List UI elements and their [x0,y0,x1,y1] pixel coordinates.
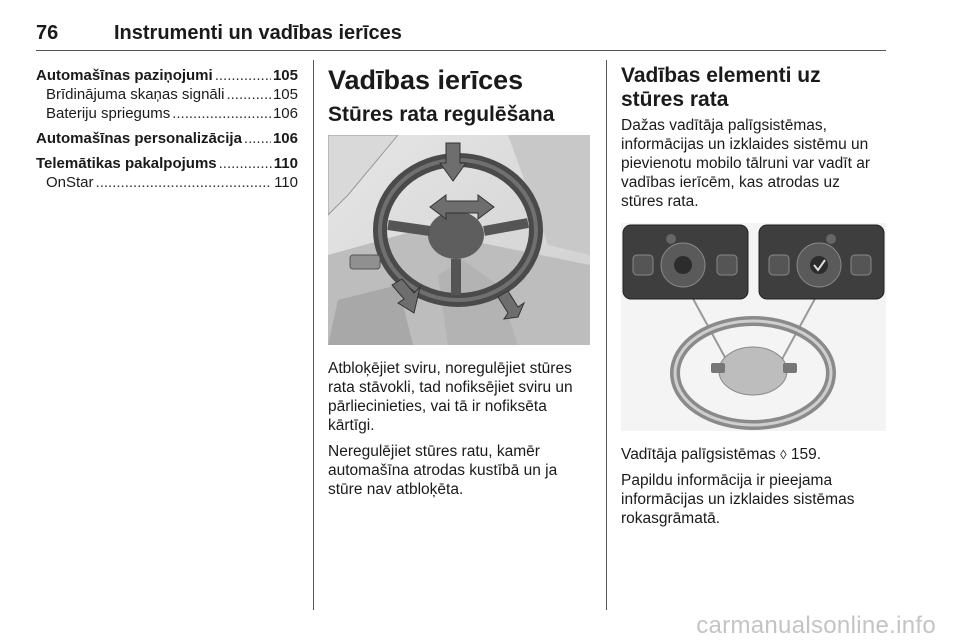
chapter-title: Instrumenti un vadības ierīces [114,22,402,44]
page-header [36,22,886,51]
column-divider-right [606,60,607,610]
column-divider-left [313,60,314,610]
toc-leader [215,66,271,85]
toc-item-label: Telemātikas pakalpojums [36,155,217,172]
reference-page[interactable]: 159. [790,446,822,463]
toc-item[interactable] [36,173,298,192]
toc-item-label: OnStar [46,174,94,191]
toc-item[interactable] [36,66,298,85]
toc-item[interactable] [36,104,298,123]
cross-reference-icon: ◊ [780,447,787,462]
toc-item-page: 106 [272,130,298,147]
paragraph-reference [621,445,886,464]
watermark: carmanualsonline.info [696,612,936,639]
steering-controls-illustration [621,223,886,431]
toc-item-page: 105 [272,67,298,84]
paragraph-adjust-warning: Neregulējiet stūres ratu, kamēr automašīna atrodas kustībā un ja stūre nav atbloķēta. [328,443,558,498]
toc-item-page: 110 [274,174,298,191]
toc-item[interactable] [36,129,298,148]
toc-leader [96,173,273,192]
page-number: 76 [36,22,59,44]
toc-item-page: 110 [273,155,298,172]
column-steering-controls [621,64,886,535]
toc-item-page: 105 [272,86,298,103]
toc-leader [219,154,272,173]
toc-item[interactable] [36,85,298,104]
toc-item-label: Automašīnas paziņojumi [36,67,213,84]
section-title: Vadības ierīces [328,65,524,95]
subsection-title: Vadības elementi uz stūres rata [621,64,821,111]
toc-leader [172,104,271,123]
toc-leader [244,129,271,148]
toc-item-label: Brīdinājuma skaņas signāli [46,86,225,103]
toc-item-label: Bateriju spriegums [46,105,171,122]
paragraph-more-info: Papildu informācija ir pieejama informācijas un izklaides sistēmas rokasgrāmatā. [621,472,855,527]
reference-text: Vadītāja palīgsistēmas [621,446,776,463]
steering-adjust-illustration [328,135,590,345]
toc-item-label: Automašīnas personalizācija [36,130,242,147]
toc-item[interactable] [36,154,298,173]
paragraph-controls-intro: Dažas vadītāja palīgsistēmas, informācijas un izklaides sistēmu un pievienotu mobilo tālruni var vadīt ar vadības ierīcēm, kas atrodas uz stūres rata. [621,117,870,210]
paragraph-adjust-instructions: Atbloķējiet sviru, noregulējiet stūres rata stāvokli, tad nofiksējiet sviru un pārliecinieties, vai tā ir nofiksēta kārtīgi. [328,360,573,434]
column-steering-adjust [328,64,590,506]
toc-list [36,66,298,192]
toc-leader [226,85,271,104]
toc-item-page: 106 [272,105,298,122]
subsection-title: Stūres rata regulēšana [328,103,555,126]
